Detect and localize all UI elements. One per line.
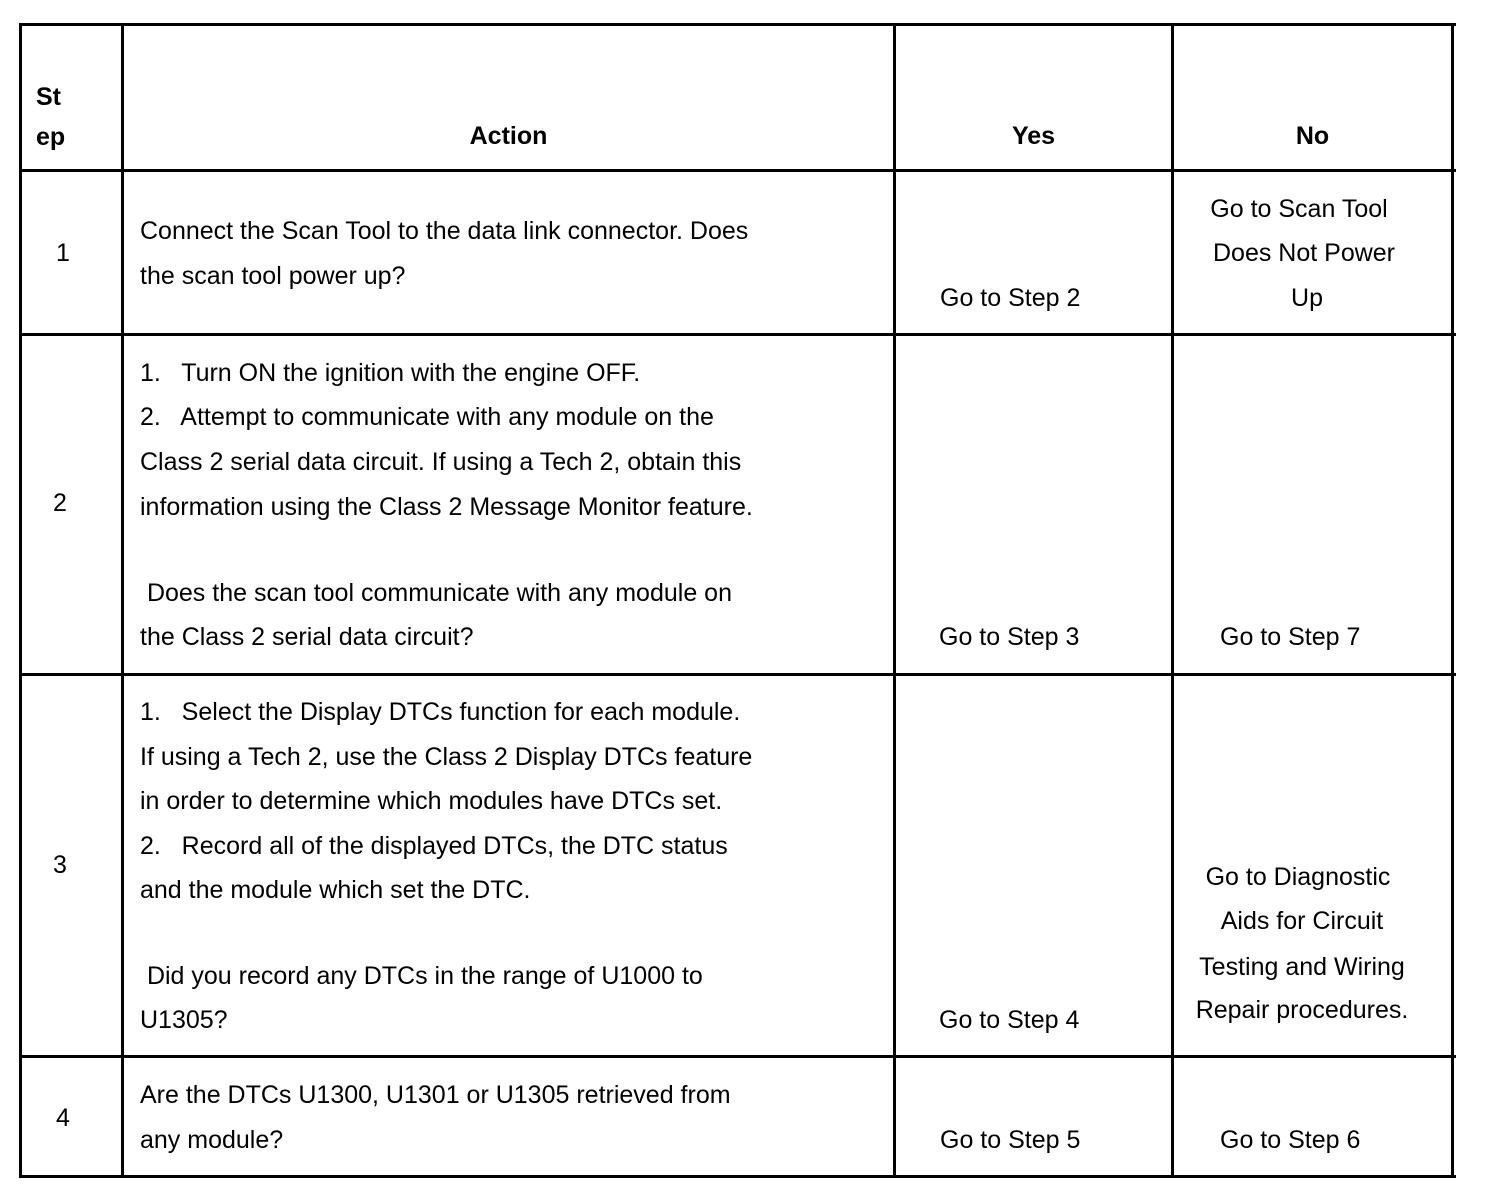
row-3-no-line-1: Go to Diagnostic — [1205, 863, 1391, 891]
row-2-bottom-border — [19, 673, 1456, 676]
row-2-action-line-6: the Class 2 serial data circuit? — [140, 623, 474, 651]
row-1-action-line-2: the scan tool power up? — [140, 262, 406, 290]
header-no: No — [1295, 122, 1330, 150]
header-bottom-border — [19, 169, 1456, 172]
header-step-line2: ep — [36, 123, 66, 151]
row-3-bottom-border — [19, 1055, 1456, 1058]
row-3-action-line-3: in order to determine which modules have DTCs set. — [140, 787, 723, 815]
header-action: Action — [469, 122, 548, 150]
row-3-no-line-3: Testing and Wiring — [1199, 953, 1405, 981]
row-4-no: Go to Step 6 — [1220, 1126, 1361, 1154]
row-3-action-line-5: and the module which set the DTC. — [140, 876, 531, 904]
row-3-step: 3 — [53, 851, 67, 879]
row-2-action-line-4: information using the Class 2 Message Monitor feature. — [140, 493, 753, 521]
row-3-action-line-2: If using a Tech 2, use the Class 2 Display DTCs feature — [140, 743, 753, 771]
table-left-border — [19, 23, 22, 1178]
row-4-yes: Go to Step 5 — [940, 1126, 1081, 1154]
row-2-yes: Go to Step 3 — [939, 623, 1080, 651]
row-2-action-line-5: Does the scan tool communicate with any module on — [140, 579, 732, 607]
row-2-action-line-3: Class 2 serial data circuit. If using a Tech 2, obtain this — [140, 448, 742, 476]
row-1-no-line-3: Up — [1291, 284, 1323, 312]
row-3-yes: Go to Step 4 — [939, 1006, 1080, 1034]
action-column-border — [893, 23, 896, 1178]
table-top-border — [19, 23, 1456, 26]
header-yes: Yes — [1011, 122, 1056, 150]
row-3-action-line-4: 2. Record all of the displayed DTCs, the DTC status — [140, 832, 728, 860]
row-3-action-line-1: 1. Select the Display DTCs function for each module. — [140, 698, 741, 726]
row-1-action-line-1: Connect the Scan Tool to the data link connector. Does — [140, 217, 749, 245]
row-2-no: Go to Step 7 — [1220, 623, 1361, 651]
row-3-action-line-6: Did you record any DTCs in the range of U1000 to — [140, 962, 703, 990]
row-1-yes: Go to Step 2 — [940, 284, 1081, 312]
row-1-bottom-border — [19, 333, 1456, 336]
table-bottom-border — [19, 1175, 1456, 1178]
row-1-no-line-1: Go to Scan Tool — [1210, 195, 1388, 223]
row-4-step: 4 — [56, 1104, 70, 1132]
row-2-action-line-2: 2. Attempt to communicate with any module on the — [140, 403, 714, 431]
row-3-no-line-4: Repair procedures. — [1195, 996, 1409, 1024]
row-3-no-line-2: Aids for Circuit — [1220, 907, 1384, 935]
row-1-no-line-2: Does Not Power — [1212, 239, 1396, 267]
row-4-action-line-1: Are the DTCs U1300, U1301 or U1305 retrieved from — [140, 1081, 731, 1109]
row-2-step: 2 — [53, 489, 67, 517]
header-step-line1: St — [36, 83, 61, 111]
row-4-action-line-2: any module? — [140, 1126, 284, 1154]
row-3-action-line-7: U1305? — [140, 1006, 228, 1034]
table-right-border — [1451, 23, 1454, 1178]
row-1-step: 1 — [56, 239, 70, 267]
row-2-action-line-1: 1. Turn ON the ignition with the engine OFF. — [140, 359, 641, 387]
step-column-border — [121, 23, 124, 1178]
